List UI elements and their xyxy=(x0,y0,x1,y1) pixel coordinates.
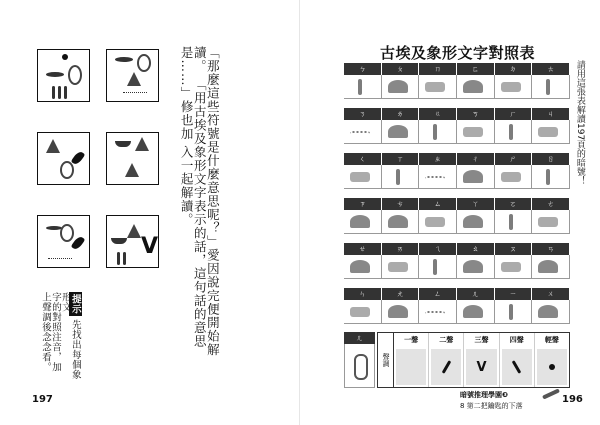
side-note: 請用這張表解讀197頁的暗號！ xyxy=(574,60,585,186)
zhuyin-cell: ㄓ xyxy=(419,153,457,165)
cipher-table xyxy=(344,63,570,392)
hieroglyph-cell xyxy=(344,300,382,324)
hieroglyph-cell xyxy=(344,344,375,388)
bird-glyph xyxy=(125,163,139,177)
hieroglyph-cell xyxy=(419,75,457,99)
hieroglyph-cell xyxy=(382,120,420,144)
zhuyin-cell: ㄌ xyxy=(382,108,420,120)
footer-chapter: 8 第二把鑰匙的下落 xyxy=(460,402,523,410)
bird-glyph xyxy=(127,72,141,86)
hieroglyph-cell xyxy=(382,75,420,99)
table-header-row xyxy=(344,243,570,255)
neutral-mark-icon xyxy=(549,364,555,370)
table-glyph-row xyxy=(344,210,570,234)
tone-name: 輕聲 xyxy=(544,335,559,344)
last-symbol-cell xyxy=(344,332,375,388)
table-glyph-row xyxy=(344,300,570,324)
cipher-box-1 xyxy=(37,49,90,102)
hieroglyph-cell xyxy=(382,255,420,279)
zhuyin-cell: ㄋ xyxy=(344,108,382,120)
zhuyin-cell: ㄥ xyxy=(419,288,457,300)
hint-line-1: 先找出每個象形文 xyxy=(59,292,81,380)
tone-col-2 xyxy=(429,333,464,387)
hieroglyph-cell xyxy=(344,210,382,234)
zhuyin-cell: ㄤ xyxy=(382,288,420,300)
hieroglyph-cell xyxy=(495,75,533,99)
hieroglyph-cell xyxy=(532,120,570,144)
hieroglyph-cell xyxy=(382,210,420,234)
zhuyin-cell: ㄉ xyxy=(495,63,533,75)
hieroglyph-cell xyxy=(419,210,457,234)
water-glyph xyxy=(48,258,72,262)
cipher-box-3 xyxy=(37,132,90,185)
table-glyph-row xyxy=(344,120,570,144)
hieroglyph-cell xyxy=(457,300,495,324)
hieroglyph-cell xyxy=(419,255,457,279)
tone-mark xyxy=(431,349,461,385)
reed-glyph xyxy=(58,86,61,99)
table-header-row xyxy=(344,63,570,75)
hieroglyph-cell xyxy=(457,75,495,99)
hieroglyph-cell xyxy=(532,165,570,189)
tone-col-5 xyxy=(535,333,569,387)
hieroglyph-cell xyxy=(457,120,495,144)
hint-badge: 提示 xyxy=(69,294,81,314)
zhuyin-cell: ㄊ xyxy=(532,63,570,75)
zhuyin-cell: ㄗ xyxy=(344,198,382,210)
zhuyin-cell: ㄖ xyxy=(532,153,570,165)
zhuyin-cell: ㄙ xyxy=(419,198,457,210)
table-header-row xyxy=(344,198,570,210)
bird-glyph xyxy=(135,137,149,151)
zhuyin-cell: ㄇ xyxy=(419,63,457,75)
zhuyin-cell: ㄜ xyxy=(532,198,570,210)
reed-glyph xyxy=(117,252,120,265)
bowl-glyph xyxy=(111,238,127,244)
right-page-number: 196 xyxy=(562,394,583,405)
hieroglyph-cell xyxy=(382,165,420,189)
table-header-row xyxy=(344,288,570,300)
dip-mark-icon: V xyxy=(476,359,487,375)
hieroglyph-cell xyxy=(495,255,533,279)
cipher-box-6 xyxy=(106,215,159,268)
hieroglyph-cell xyxy=(495,300,533,324)
hieroglyph-cell xyxy=(532,75,570,99)
footer-series-title: 暗號推理學園❸ xyxy=(460,391,508,399)
rising-mark-icon xyxy=(441,360,451,374)
table-glyph-row xyxy=(344,255,570,279)
cipher-box-5 xyxy=(37,215,90,268)
hieroglyph-cell xyxy=(495,210,533,234)
table-header-row xyxy=(344,108,570,120)
zhuyin-cell: ㄕ xyxy=(495,153,533,165)
zhuyin-cell: ㄏ xyxy=(495,108,533,120)
hieroglyph-cell xyxy=(344,165,382,189)
falling-mark-icon xyxy=(512,360,522,374)
hieroglyph-cell xyxy=(344,75,382,99)
bowl-glyph xyxy=(115,141,131,147)
rope-glyph xyxy=(68,65,82,85)
cipher-box-2 xyxy=(106,49,159,102)
zhuyin-cell: ㄔ xyxy=(457,153,495,165)
zhuyin-cell: ㄡ xyxy=(495,243,533,255)
zhuyin-cell: ㄐ xyxy=(532,108,570,120)
bird-glyph xyxy=(46,139,60,153)
story-line-2: 「用古埃及象形文字表示的話，這句話的意思是……」修也加 xyxy=(179,46,208,348)
hieroglyph-cell xyxy=(419,120,457,144)
zhuyin-cell: ㄍ xyxy=(419,108,457,120)
zhuyin-cell: ㄝ xyxy=(344,243,382,255)
hieroglyph-cell xyxy=(344,120,382,144)
hieroglyph-cell xyxy=(495,165,533,189)
tone-tag: 聲調 xyxy=(378,333,394,387)
dot-glyph xyxy=(62,54,68,60)
story-line-1: 入一起解讀。 xyxy=(179,145,195,227)
tone-col-1 xyxy=(394,333,429,387)
tone-mark xyxy=(502,349,532,385)
zhuyin-cell: ㄦ xyxy=(457,288,495,300)
hieroglyph-cell xyxy=(532,300,570,324)
table-glyph-row xyxy=(344,75,570,99)
zhuyin-cell: ㄘ xyxy=(382,198,420,210)
reed-glyph xyxy=(123,252,126,265)
reed-glyph xyxy=(64,86,67,99)
eye-glyph xyxy=(115,57,133,62)
tone-col-4 xyxy=(500,333,535,387)
hieroglyph-cell xyxy=(457,255,495,279)
zhuyin-cell: ㄚ xyxy=(457,198,495,210)
water-glyph xyxy=(123,92,147,96)
tone-name: 二聲 xyxy=(439,335,454,344)
eye-glyph xyxy=(46,72,64,77)
tone-row xyxy=(344,332,570,388)
zhuyin-cell: ㄎ xyxy=(457,108,495,120)
zhuyin-cell: ㄈ xyxy=(457,63,495,75)
cipher-box-4 xyxy=(106,132,159,185)
hieroglyph-cell xyxy=(419,165,457,189)
zhuyin-cell: ㄣ xyxy=(344,288,382,300)
tone-name: 四聲 xyxy=(509,335,524,344)
rope-glyph xyxy=(137,54,151,72)
hint-line-2: 字的對照注音，加 xyxy=(49,292,61,372)
table-glyph-row xyxy=(344,165,570,189)
hieroglyph-cell xyxy=(419,300,457,324)
tone-mark xyxy=(537,349,567,385)
reed-glyph xyxy=(52,86,55,99)
table-header-row xyxy=(344,153,570,165)
hieroglyph-cell xyxy=(382,300,420,324)
zhuyin-cell: ㄧ xyxy=(495,288,533,300)
zhuyin-cell: ㄦ xyxy=(344,332,375,344)
tone-three-mark: V xyxy=(141,234,159,259)
bird-glyph xyxy=(127,224,141,238)
zhuyin-cell: ㄟ xyxy=(419,243,457,255)
hieroglyph-cell xyxy=(457,165,495,189)
hieroglyph-cell xyxy=(532,210,570,234)
zhuyin-cell: ㄠ xyxy=(457,243,495,255)
hint-line-3: 上聲調後念念看。 xyxy=(39,292,51,372)
hieroglyph-cell xyxy=(532,255,570,279)
left-page-number: 197 xyxy=(32,394,53,405)
zhuyin-cell: ㄞ xyxy=(382,243,420,255)
zhuyin-cell: ㄨ xyxy=(532,288,570,300)
zhuyin-cell: ㄅ xyxy=(344,63,382,75)
table-title: 古埃及象形文字對照表 xyxy=(379,44,535,62)
tone-mark xyxy=(466,349,496,385)
zhuyin-cell: ㄆ xyxy=(382,63,420,75)
right-page xyxy=(300,0,600,425)
rope-glyph xyxy=(60,224,74,242)
rope-glyph xyxy=(60,161,74,179)
tone-mark xyxy=(396,349,426,385)
story-line-3: 「那麼這些符號是什麼意思呢？」愛因說完便開始解讀。 xyxy=(192,46,221,357)
tone-legend xyxy=(377,332,570,388)
zhuyin-cell: ㄛ xyxy=(495,198,533,210)
hieroglyph-cell xyxy=(344,255,382,279)
zhuyin-cell: ㄒ xyxy=(382,153,420,165)
zhuyin-cell: ㄢ xyxy=(532,243,570,255)
hieroglyph-cell xyxy=(495,120,533,144)
tone-name: 三聲 xyxy=(474,335,489,344)
tone-col-3 xyxy=(464,333,499,387)
zhuyin-cell: ㄑ xyxy=(344,153,382,165)
hint-box xyxy=(40,292,80,382)
story-text xyxy=(180,46,219,376)
hieroglyph-cell xyxy=(457,210,495,234)
tone-name: 一聲 xyxy=(404,335,419,344)
leaf-glyph xyxy=(71,150,86,166)
